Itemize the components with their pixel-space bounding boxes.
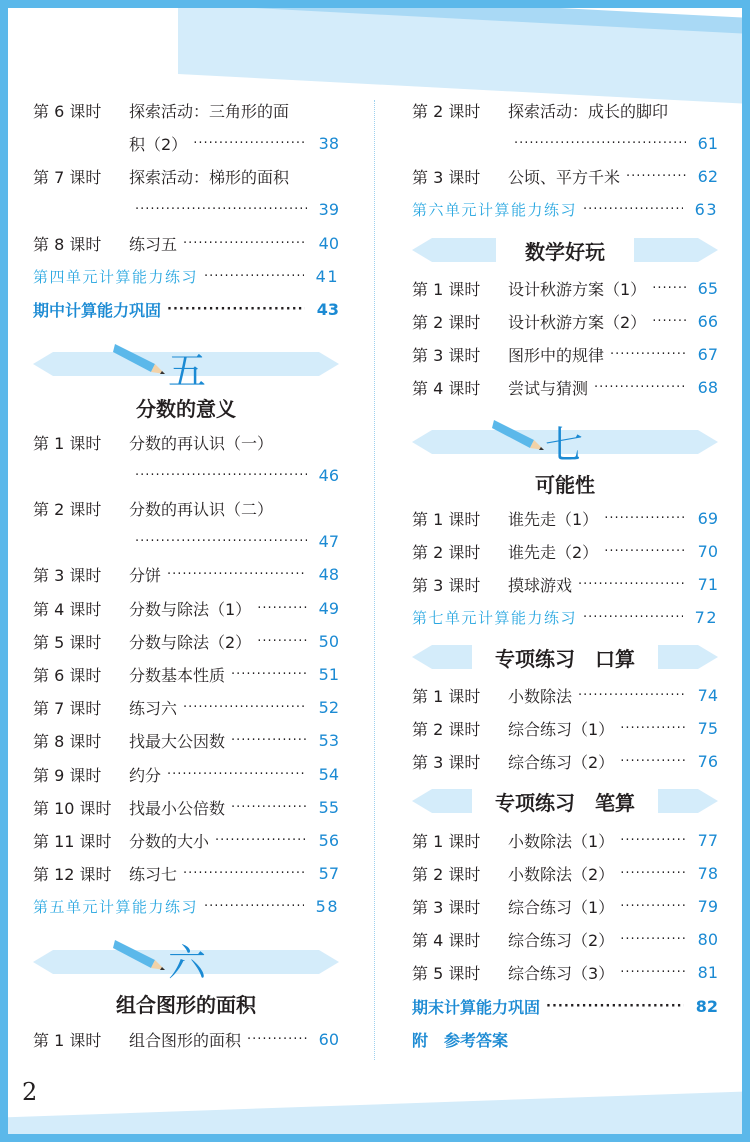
lesson-title: 分数与除法（1） [129,600,252,619]
leader-dots [620,965,685,980]
page-ref: 60 [318,1030,339,1049]
toc-entry[interactable] [33,824,339,857]
lesson-title: 练习五 [129,235,178,254]
page-ref: 75 [697,719,718,738]
lesson-number: 第 1 课时 [412,832,481,851]
leader-dots [578,577,686,592]
toc-entry[interactable] [33,525,339,558]
lesson-number: 第 4 课时 [412,379,481,398]
page-ref: 68 [697,378,718,397]
toc-entry[interactable] [412,990,718,1023]
leader-dots [183,866,307,881]
lesson-number: 第 3 课时 [412,576,481,595]
leader-dots [583,610,683,625]
leader-dots [167,567,307,582]
pencil-icon [113,340,173,380]
leader-dots [183,236,307,251]
toc-entry[interactable] [412,923,718,956]
toc-entry[interactable] [412,272,718,305]
lesson-number: 第 2 课时 [412,720,481,739]
lesson-number: 第 4 课时 [33,600,102,619]
page-ref: 74 [697,686,718,705]
page-ref: 39 [318,200,339,219]
lesson-title-continued: 积（2） [129,135,188,154]
unit-practice-title: 第六单元计算能力练习 [412,201,578,219]
toc-entry[interactable] [412,679,718,712]
leader-dots [546,999,684,1014]
leader-dots [183,700,307,715]
page-ref: 57 [318,864,339,883]
unit-seven-char: 七 [545,423,584,467]
lesson-title: 探索活动：成长的脚印 [508,102,669,121]
leader-dots [620,833,685,848]
lesson-number: 第 7 课时 [33,168,102,187]
toc-entry[interactable] [33,724,339,757]
lesson-number: 第 9 课时 [33,766,102,785]
page-ref: 53 [318,731,339,750]
leader-dots [604,511,685,526]
lesson-number: 第 7 课时 [33,699,102,718]
pencil-icon [113,936,173,976]
lesson-number: 第 2 课时 [33,500,102,519]
toc-entry[interactable] [33,160,339,193]
lesson-title: 探索活动：三角形的面 [129,102,290,121]
toc-entry[interactable] [412,712,718,745]
lesson-number: 第 2 课时 [412,102,481,121]
page-ref: 46 [318,466,339,485]
page-ref: 49 [318,599,339,618]
leader-dots [594,380,686,395]
leader-dots [231,733,307,748]
unit-practice-title: 第四单元计算能力练习 [33,268,199,286]
page-ref: 62 [697,167,718,186]
leader-dots [626,169,686,184]
toc-entry[interactable] [412,890,718,923]
toc-entry[interactable] [412,824,718,857]
toc-entry[interactable] [33,459,339,492]
leader-dots [620,866,685,881]
leader-dots [652,281,685,296]
leader-dots [610,347,686,362]
toc-entry[interactable] [412,502,718,535]
lesson-number: 第 11 课时 [33,832,112,851]
toc-entry[interactable] [412,371,718,404]
lesson-title: 综合练习（2） [508,931,615,950]
lesson-title: 综合练习（1） [508,898,615,917]
toc-entry[interactable] [33,857,339,890]
lesson-number: 第 2 课时 [412,543,481,562]
leader-dots [583,202,683,217]
lesson-title: 设计秋游方案（1） [508,280,647,299]
lesson-title: 探索活动：梯形的面积 [129,168,290,187]
lesson-number: 第 10 课时 [33,799,112,818]
leader-dots [620,932,685,947]
bisuan-title: 专项练习 笔算 [495,791,635,815]
page-ref: 61 [697,134,718,153]
page-ref: 63 [694,200,718,219]
unit-six-char: 六 [168,941,207,985]
leader-dots [167,767,307,782]
page-ref: 38 [318,134,339,153]
lesson-title: 尝试与猜测 [508,379,589,398]
toc-entry[interactable] [33,193,339,226]
leader-dots [247,1032,307,1047]
leader-dots [257,634,306,649]
toc-entry[interactable] [33,625,339,658]
toc-entry[interactable] [412,305,718,338]
lesson-title: 小数除法（2） [508,865,615,884]
toc-entry[interactable] [412,1023,718,1056]
leader-dots [215,833,307,848]
lesson-title: 小数除法（1） [508,832,615,851]
lesson-title: 综合练习（3） [508,964,615,983]
lesson-title: 分数的再认识（一） [129,434,274,453]
page-ref: 67 [697,345,718,364]
page-ref: 41 [315,267,339,286]
toc-entry[interactable] [412,568,718,601]
leader-dots [193,136,306,151]
leader-dots [604,544,685,559]
lesson-number: 第 1 课时 [412,280,481,299]
lesson-title: 设计秋游方案（2） [508,313,647,332]
lesson-number: 第 2 课时 [412,865,481,884]
lesson-title: 分数与除法（2） [129,633,252,652]
leader-dots [204,899,304,914]
unit-practice-title: 第五单元计算能力练习 [33,898,199,916]
toc-entry[interactable] [33,791,339,824]
lesson-title: 找最大公因数 [129,732,226,751]
lesson-title: 公顷、平方千米 [508,168,621,187]
page-ref: 50 [318,632,339,651]
lesson-number: 第 6 课时 [33,102,102,121]
unit-five-char: 五 [168,349,207,393]
lesson-number: 第 1 课时 [412,510,481,529]
lesson-number: 第 1 课时 [412,687,481,706]
leader-dots [620,721,685,736]
unit-five-title: 分数的意义 [136,397,236,421]
lesson-number: 第 3 课时 [412,346,481,365]
page-ref: 51 [318,665,339,684]
toc-entry[interactable] [412,127,718,160]
lesson-number: 第 5 课时 [33,633,102,652]
page-ref: 72 [694,608,718,627]
page-ref: 43 [316,300,339,319]
toc-entry[interactable] [33,426,339,459]
page-ref: 78 [697,864,718,883]
page-ref: 79 [697,897,718,916]
kousuan-title: 专项练习 口算 [495,647,635,671]
page-ref: 65 [697,279,718,298]
lesson-number: 第 3 课时 [412,898,481,917]
lesson-title: 图形中的规律 [508,346,605,365]
unit-six-title: 组合图形的面积 [116,993,256,1017]
toc-entry[interactable] [33,592,339,625]
lesson-number: 第 6 课时 [33,666,102,685]
toc-entry[interactable] [412,193,718,226]
toc-entry[interactable] [33,127,339,160]
lesson-title: 分数的再认识（二） [129,500,274,519]
page-number: 2 [22,1078,38,1106]
leader-dots [514,136,686,151]
page-ref: 76 [697,752,718,771]
lesson-number: 第 3 课时 [412,168,481,187]
lesson-number: 第 5 课时 [412,964,481,983]
toc-entry[interactable] [33,227,339,260]
toc-entry[interactable] [412,956,718,989]
page-ref: 52 [318,698,339,717]
lesson-number: 第 1 课时 [33,434,102,453]
lesson-title: 组合图形的面积 [129,1031,242,1050]
lesson-title: 找最小公倍数 [129,799,226,818]
lesson-title: 综合练习（1） [508,720,615,739]
leader-dots [257,601,306,616]
lesson-number: 第 12 课时 [33,865,112,884]
page-ref: 69 [697,509,718,528]
page-ref: 47 [318,532,339,551]
toc-entry[interactable] [33,658,339,691]
leader-dots [578,688,686,703]
leader-dots [135,534,307,549]
toc-entry[interactable] [33,260,339,293]
page-ref: 48 [318,565,339,584]
page-ref: 81 [697,963,718,982]
section-title: 期中计算能力巩固 [33,301,162,320]
page-ref: 77 [697,831,718,850]
lesson-number: 第 8 课时 [33,235,102,254]
page-ref: 71 [697,575,718,594]
lesson-title: 综合练习（2） [508,753,615,772]
toc-entry[interactable] [412,857,718,890]
lesson-title: 谁先走（1） [508,510,599,529]
lesson-title: 分数基本性质 [129,666,226,685]
toc-entry[interactable] [412,160,718,193]
lesson-number: 第 8 课时 [33,732,102,751]
leader-dots [135,202,307,217]
toc-entry[interactable] [412,745,718,778]
leader-dots [231,800,307,815]
page-ref: 58 [315,897,339,916]
lesson-title: 分饼 [129,566,162,585]
page-ref: 56 [318,831,339,850]
leader-dots [620,899,685,914]
lesson-title: 分数的大小 [129,832,210,851]
page-ref: 66 [697,312,718,331]
column-divider [374,100,375,1060]
lesson-title: 练习七 [129,865,178,884]
lesson-number: 第 1 课时 [33,1031,102,1050]
lesson-title: 约分 [129,766,162,785]
toc-entry[interactable] [33,492,339,525]
toc-entry[interactable] [33,758,339,791]
toc-entry[interactable] [33,1023,339,1056]
page-ref: 55 [318,798,339,817]
leader-dots [231,667,307,682]
lesson-number: 第 3 课时 [412,753,481,772]
toc-entry[interactable] [33,558,339,591]
toc-entry[interactable] [412,535,718,568]
unit-seven-title: 可能性 [535,473,595,497]
toc-entry[interactable] [33,94,339,127]
page-ref: 82 [695,997,718,1016]
toc-entry[interactable] [412,338,718,371]
leader-dots [167,302,305,317]
lesson-title: 摸球游戏 [508,576,573,595]
lesson-number: 第 4 课时 [412,931,481,950]
toc-entry[interactable] [33,691,339,724]
section-title: 附 参考答案 [412,1031,509,1050]
unit-practice-title: 第七单元计算能力练习 [412,609,578,627]
page-ref: 40 [318,234,339,253]
page-ref: 54 [318,765,339,784]
lesson-number: 第 2 课时 [412,313,481,332]
leader-dots [652,314,685,329]
toc-entry[interactable] [412,601,718,634]
toc-entry[interactable] [33,890,339,923]
fun-math-title: 数学好玩 [525,240,605,264]
pencil-icon [492,416,552,456]
toc-entry[interactable] [412,94,718,127]
page-ref: 70 [697,542,718,561]
lesson-title: 练习六 [129,699,178,718]
lesson-title: 谁先走（2） [508,543,599,562]
leader-dots [620,754,685,769]
toc-entry[interactable] [33,293,339,326]
footer-band-light [8,1090,742,1134]
leader-dots [204,269,304,284]
page-ref: 80 [697,930,718,949]
lesson-number: 第 3 课时 [33,566,102,585]
lesson-title: 小数除法 [508,687,573,706]
leader-dots [135,468,307,483]
section-title: 期末计算能力巩固 [412,998,541,1017]
